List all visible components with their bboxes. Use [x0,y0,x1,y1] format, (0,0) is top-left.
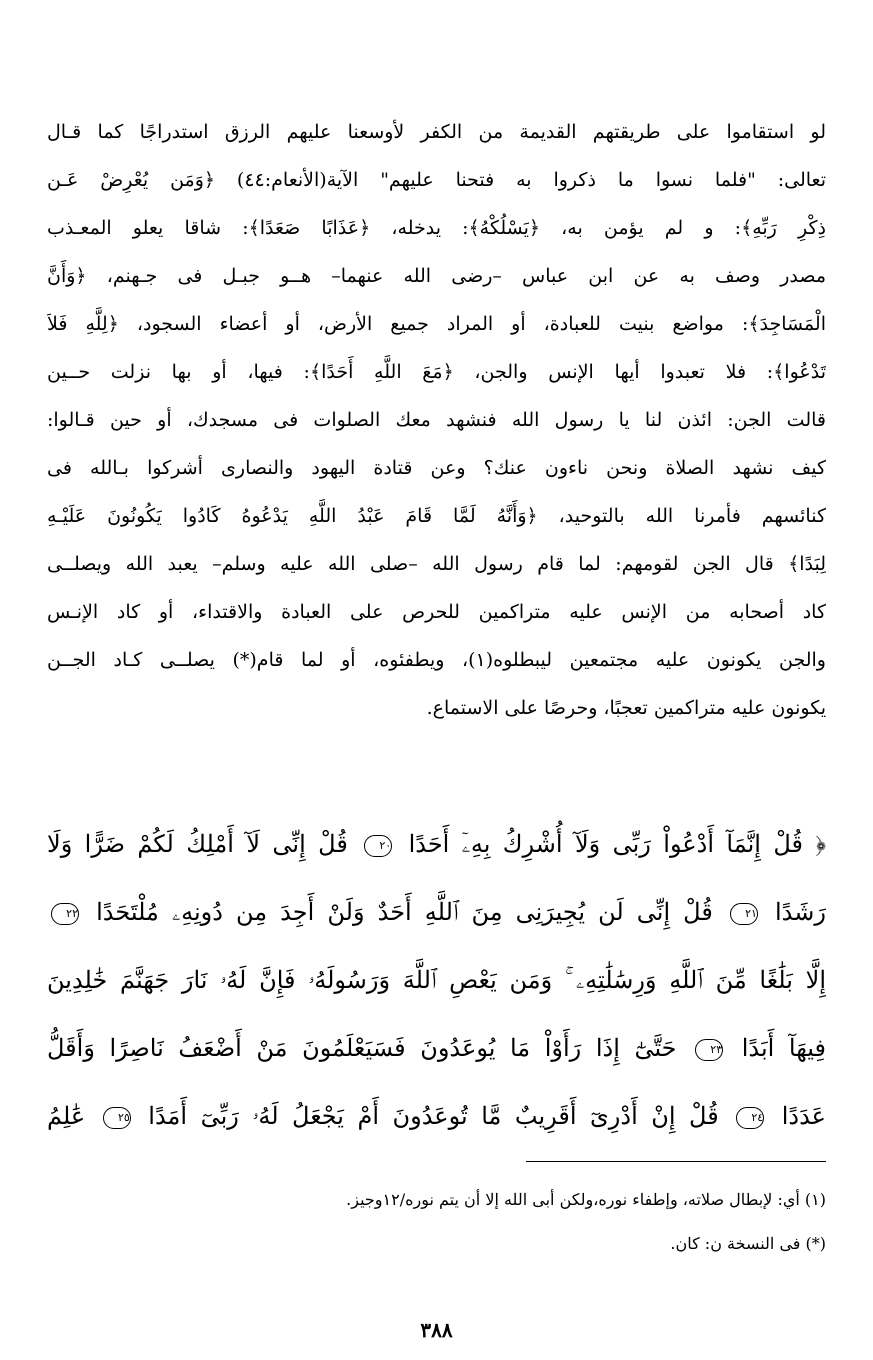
verse-text: قُلْ إِنِّى لَن يُجِيرَنِى مِنَ ٱللَّهِ أَحَدٌ وَلَنْ أَجِدَ مِن دُونِهِۦ مُلْتَحَدًا [96,898,713,926]
ayah-number-marker: ٢٤ [736,1107,764,1129]
footnote: (١) أي: لإبطال صلاته، وإطفاء نوره،ولكن أبى الله إلا أن يتم نوره/١٢وجيز. [346,1190,826,1209]
footnote-divider [526,1161,826,1162]
commentary-line: تعالى: "فلما نسوا ما ذكروا به فتحنا عليهم" الآية(الأنعام:٤٤) ﴿وَمَن يُعْرِضْ عَـن [47,169,826,191]
ayah-number-marker: ٢١ [730,903,758,925]
footnote: (*) فى النسخة ن: كان. [670,1234,826,1253]
commentary-line: لو استقاموا على طريقتهم القديمة من الكفر لأوسعنا عليهم الرزق استدراجًا كما قـال [47,121,826,143]
verse-text: ﴿ قُلْ إِنَّمَآ أَدْعُواْ رَبِّى وَلَآ أُشْرِكُ بِهِۦٓ أَحَدًا [408,830,826,858]
verse-text: فِيهَآ أَبَدًا [741,1034,826,1062]
verse-line [47,1014,826,1082]
commentary-line: كنائسهم فأمرنا الله بالتوحيد، ﴿وَأَنَّهُ لَمَّا قَامَ عَبْدُ اللَّهِ يَدْعُوهُ كَادُوا يَكُونُونَ عَلَيْـهِ [47,505,826,527]
footnotes [47,1178,826,1266]
verse-text: عَدَدًا [781,1102,826,1130]
commentary-line: مصدر وصف به عن ابن عباس –رضى الله عنهما– هــو جبـل فى جـهنم، ﴿وَأَنَّ [47,265,826,287]
commentary-line: تَدْعُوا﴾: فلا تعبدوا أيها الإنس والجن، ﴿مَعَ اللَّهِ أَحَدًا﴾: فيها، أو بها نزلت حــين [47,361,826,383]
verse-text: حَتَّىٰٓ إِذَا رَأَوْاْ مَا يُوعَدُونَ فَسَيَعْلَمُونَ مَنْ أَضْعَفُ نَاصِرًا وَأَقَلُّ [47,1034,677,1062]
commentary-line: لِبَدًا﴾ قال الجن لقومهم: لما قام رسول الله –صلى الله عليه وسلم– يعبد الله ويصلــى [47,553,826,575]
verse-line [47,946,826,1014]
commentary-line: كيف نشهد الصلاة ونحن ناءون عنك؟ وعن قتادة اليهود والنصارى أشركوا بـالله فى [47,457,826,479]
verse-line [47,810,826,878]
commentary-line: والجن يكونون عليه مجتمعين ليبطلوه(١)، ويطفئوه، أو لما قام(*) يصلــى كـاد الجــن [47,649,826,671]
commentary-line: يكونون عليه متراكمين تعجبًا، وحرصًا على الاستماع. [426,697,826,719]
verse-text: عَٰلِمُ [47,1102,86,1130]
commentary-text [47,108,826,732]
ayah-number-marker: ٢٢ [51,903,79,925]
quran-verses [47,810,826,1150]
verse-text: إِلَّا بَلَٰغًا مِّنَ ٱللَّهِ وَرِسَٰلَٰتِهِۦ ۚ وَمَن يَعْصِ ٱللَّهَ وَرَسُولَهُۥ فَإِنَّ لَهُۥ نَارَ جَهَنَّمَ خَٰلِدِينَ [47,966,826,994]
commentary-line: الْمَسَاجِدَ﴾: مواضع بنيت للعبادة، أو المراد جميع الأرض، أو أعضاء السجود، ﴿لِلَّهِ فَلاَ [47,313,826,335]
commentary-line: قالت الجن: ائذن لنا يا رسول الله فنشهد معك الصلوات فى مسجدك، أو حين قـالوا: [47,409,826,431]
ayah-number-marker: ٢٥ [103,1107,131,1129]
verse-text: رَشَدًا [775,898,826,926]
verse-text: قُلْ إِنْ أَدْرِىٓ أَقَرِيبٌ مَّا تُوعَدُونَ أَمْ يَجْعَلُ لَهُۥ رَبِّىٓ أَمَدًا [148,1102,719,1130]
verse-line [47,878,826,946]
page-number: ٣٨٨ [420,1318,453,1342]
ayah-number-marker: ٢٠ [364,835,392,857]
verse-text: قُلْ إِنِّى لَآ أَمْلِكُ لَكُمْ ضَرًّا وَلَا [47,830,348,858]
verse-line [47,1082,826,1150]
commentary-line: ذِكْرِ رَبِّهِ﴾: و لم يؤمن به، ﴿يَسْلُكْهُ﴾: يدخله، ﴿عَذَابًا صَعَدًا﴾: شاقا يعلو المعـذب [47,217,826,239]
ayah-number-marker: ٢٣ [695,1039,723,1061]
commentary-line: كاد أصحابه من الإنس عليه متراكمين للحرص على العبادة والاقتداء، أو كاد الإنـس [47,601,826,623]
